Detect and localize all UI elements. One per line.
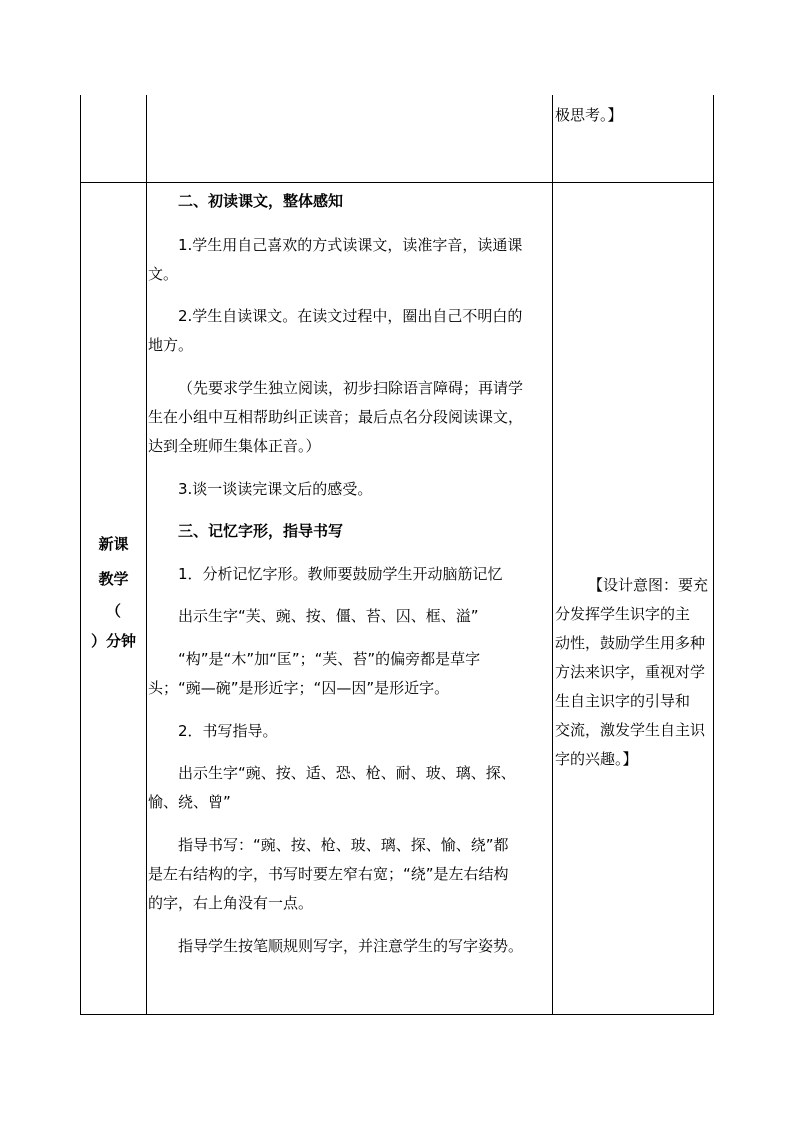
design-intent-line4: 方法来识字，重视对学	[555, 663, 706, 681]
section2-heading: 二、初读课文，整体感知	[178, 192, 344, 210]
design-intent-line6: 交流，激发学生自主识	[555, 721, 706, 739]
table-border-right	[713, 95, 714, 1015]
table-divider-2	[552, 95, 553, 1015]
paragraph-2-line2: 地方。	[148, 336, 194, 354]
paragraph-1-line2: 文。	[148, 265, 179, 283]
left-column-line3: （	[105, 602, 121, 620]
paragraph-10-line1: 指导书写：“豌、按、枪、玻、璃、探、愉、绕”都	[178, 836, 509, 854]
paragraph-3-line1: （先要求学生独立阅读，初步扫除语言障碍；再请学	[178, 379, 524, 397]
paragraph-11: 指导学生按笔顺规则写字，并注意学生的写字姿势。	[178, 937, 524, 955]
paragraph-1-line1: 1.学生用自己喜欢的方式读课文，读准字音，读通课	[178, 236, 523, 254]
paragraph-4: 3.谈一谈读完课文后的感受。	[178, 480, 373, 498]
paragraph-10-line3: 的字，右上角没有一点。	[148, 894, 314, 912]
paragraph-5: 1．分析记忆字形。教师要鼓励学生开动脑筋记忆	[178, 565, 503, 583]
paragraph-3-line2: 生在小组中互相帮助纠正读音；最后点名分段阅读课文，	[148, 408, 524, 426]
table-border-left	[80, 95, 81, 1015]
design-intent-line1: 【设计意图：要充	[588, 576, 709, 594]
paragraph-10-line2: 是左右结构的字，书写时要左窄右宽；“绕”是左右结构	[148, 865, 509, 883]
paragraph-9-line1: 出示生字“豌、按、适、恐、枪、耐、玻、璃、探、	[178, 764, 516, 782]
design-intent-line7: 字的兴趣。】	[555, 750, 638, 768]
paragraph-3-line3: 达到全班师生集体正音。）	[148, 437, 321, 455]
paragraph-9-line2: 愉、绕、曾”	[148, 793, 231, 811]
design-intent-line3: 动性，鼓励学生用多种	[555, 634, 706, 652]
left-column-line1: 新课	[98, 535, 129, 553]
paragraph-8: 2．书写指导。	[178, 722, 278, 740]
table-border-bottom	[80, 1014, 714, 1015]
design-intent-line2: 分发挥学生识字的主	[555, 605, 691, 623]
paragraph-7-line2: 头；“豌—碗”是形近字；“囚—因”是形近字。	[148, 679, 450, 697]
top-row-right-text: 极思考。】	[555, 106, 623, 124]
paragraph-6: 出示生字“芙、豌、按、僵、苔、囚、框、溢”	[178, 607, 479, 625]
paragraph-2-line1: 2.学生自读课文。在读文过程中，圈出自己不明白的	[178, 307, 523, 325]
table-row-divider	[80, 182, 714, 183]
left-column-line2: 教学	[98, 570, 129, 588]
section3-heading: 三、记忆字形，指导书写	[178, 522, 344, 540]
design-intent-line5: 生自主识字的引导和	[555, 692, 691, 710]
table-divider-1	[146, 95, 147, 1015]
left-column-line4: ）分钟	[90, 632, 136, 650]
paragraph-7-line1: “构”是“木”加“匡”；“芙、苔”的偏旁都是草字	[178, 650, 481, 668]
